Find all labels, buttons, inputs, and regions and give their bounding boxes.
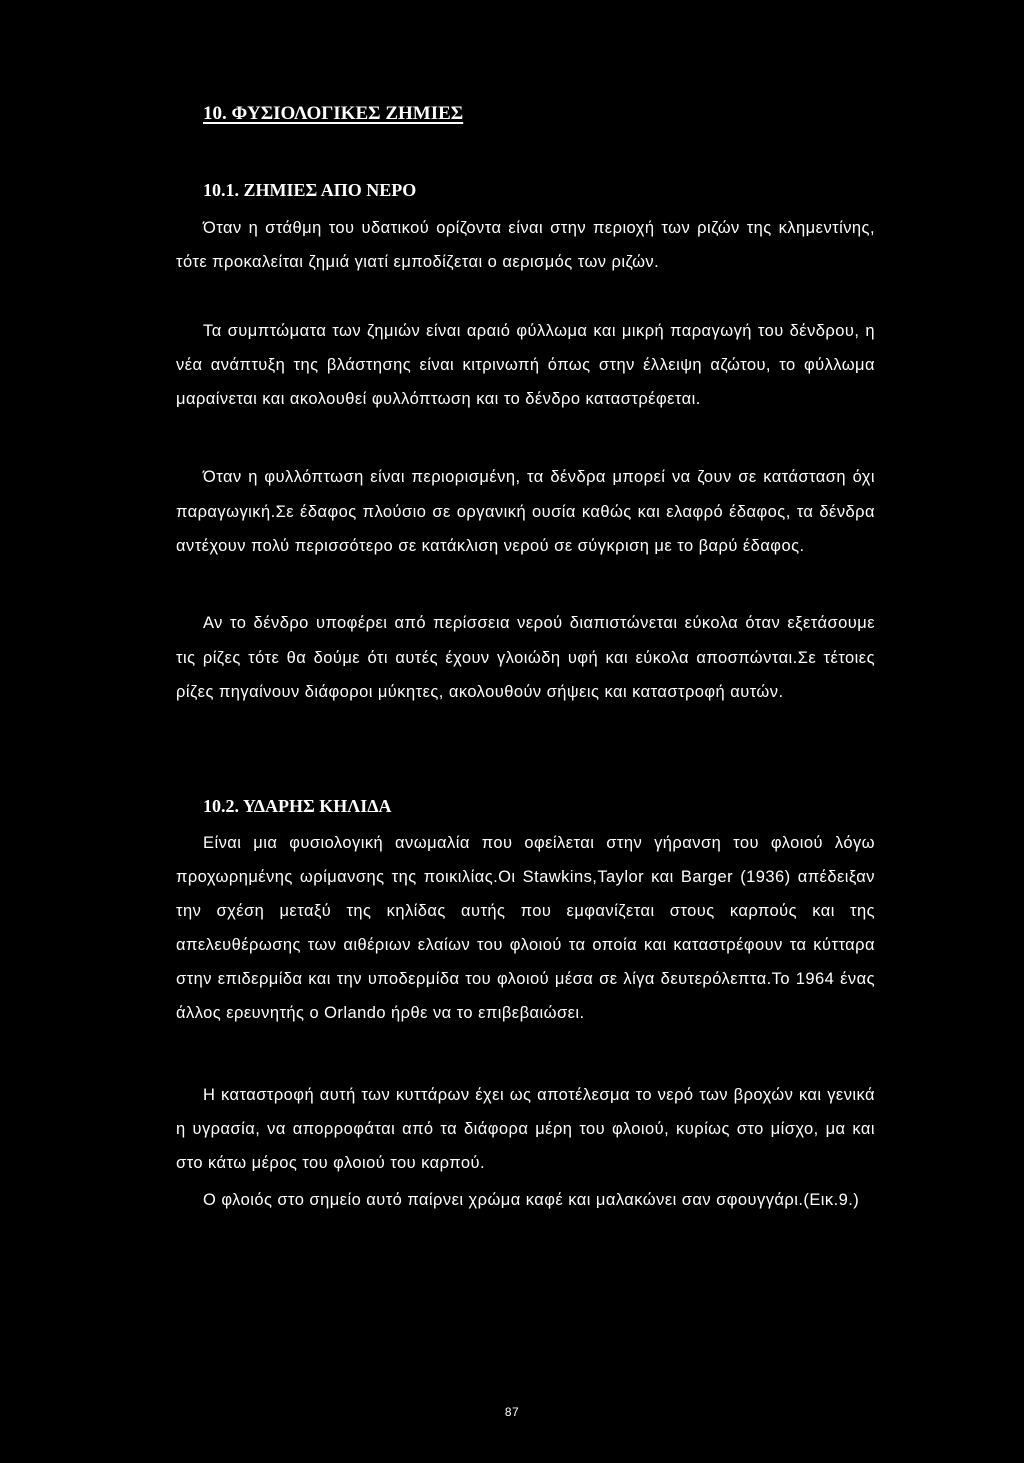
paragraph: Όταν η φυλλόπτωση είναι περιορισμένη, τα δένδρα μπορεί να ζουν σε κατάσταση όχι παραγωγική.Σε έδαφος πλούσιο σε οργανική ουσία καθώς και ελαφρό έδαφος, τα δένδρα αντέχουν πολύ περισσότερο σε κατάκλιση νερού σε σύγκριση με το βαρύ έδαφος. bbox=[176, 468, 875, 555]
section-title-water-damage: 10.1. ΖΗΜΙΕΣ ΑΠΟ ΝΕΡΟ bbox=[203, 180, 417, 200]
paragraph: Ο φλοιός στο σημείο αυτό παίρνει χρώμα καφέ και μαλακώνει σαν σφουγγάρι.(Εικ.9.) bbox=[203, 1191, 860, 1209]
paragraph: Η καταστροφή αυτή των κυττάρων έχει ως αποτέλεσμα το νερό των βροχών και γενικά η υγρασία, να απορροφάται από τα διάφορα μέρη του φλοιού, κυρίως στο μίσχο, μα και στο κάτω μέρος του φλοιού του καρπού. bbox=[176, 1086, 875, 1172]
paragraph: Τα συμπτώματα των ζημιών είναι αραιό φύλλωμα και μικρή παραγωγή του δένδρου, η νέα ανάπτυξη της βλάστησης είναι κιτρινωπή όπως στην έλλειψη αζώτου, το φύλλωμα μαραίνεται και ακολουθεί φυλλόπτωση και το δένδρο καταστρέφεται. bbox=[176, 322, 875, 408]
section-title-watery-spot: 10.2. ΥΔΑΡΗΣ ΚΗΛΙΔΑ bbox=[203, 796, 392, 816]
chapter-title: 10. ΦΥΣΙΟΛΟΓΙΚΕΣ ΖΗΜΙΕΣ bbox=[203, 103, 464, 124]
page-number: 87 bbox=[504, 1405, 520, 1419]
paragraph: Είναι μια φυσιολογική ανωμαλία που οφείλεται στην γήρανση του φλοιού λόγω προχωρημένης ωρίμανσης της ποικιλίας.Οι Stawkins,Taylor και Barger (1936) απέδειξαν την σχέση μεταξύ της κηλίδας αυτής που εμφανίζεται στους καρπούς και της απελευθέρωσης των αιθέριων ελαίων του φλοιού τα οποία και καταστρέφουν τα κύτταρα στην επιδερμίδα και την υποδερμίδα του φλοιού μέσα σε λίγα δευτερόλεπτα.Το 1964 ένας άλλος ερευνητής ο Orlando ήρθε να το επιβεβαιώσει. bbox=[176, 834, 875, 1022]
paragraph: Αν το δένδρο υποφέρει από περίσσεια νερού διαπιστώνεται εύκολα όταν εξετάσουμε τις ρίζες τότε θα δούμε ότι αυτές έχουν γλοιώδη υφή και εύκολα αποσπώνται.Σε τέτοιες ρίζες πηγαίνουν διάφοροι μύκητες, ακολουθούν σήψεις και καταστροφή αυτών. bbox=[176, 614, 875, 701]
paragraph: Όταν η στάθμη του υδατικού ορίζοντα είναι στην περιοχή των ριζών της κλημεντίνης, τότε προκαλείται ζημιά γιατί εμποδίζεται ο αερισμός των ριζών. bbox=[176, 219, 875, 271]
